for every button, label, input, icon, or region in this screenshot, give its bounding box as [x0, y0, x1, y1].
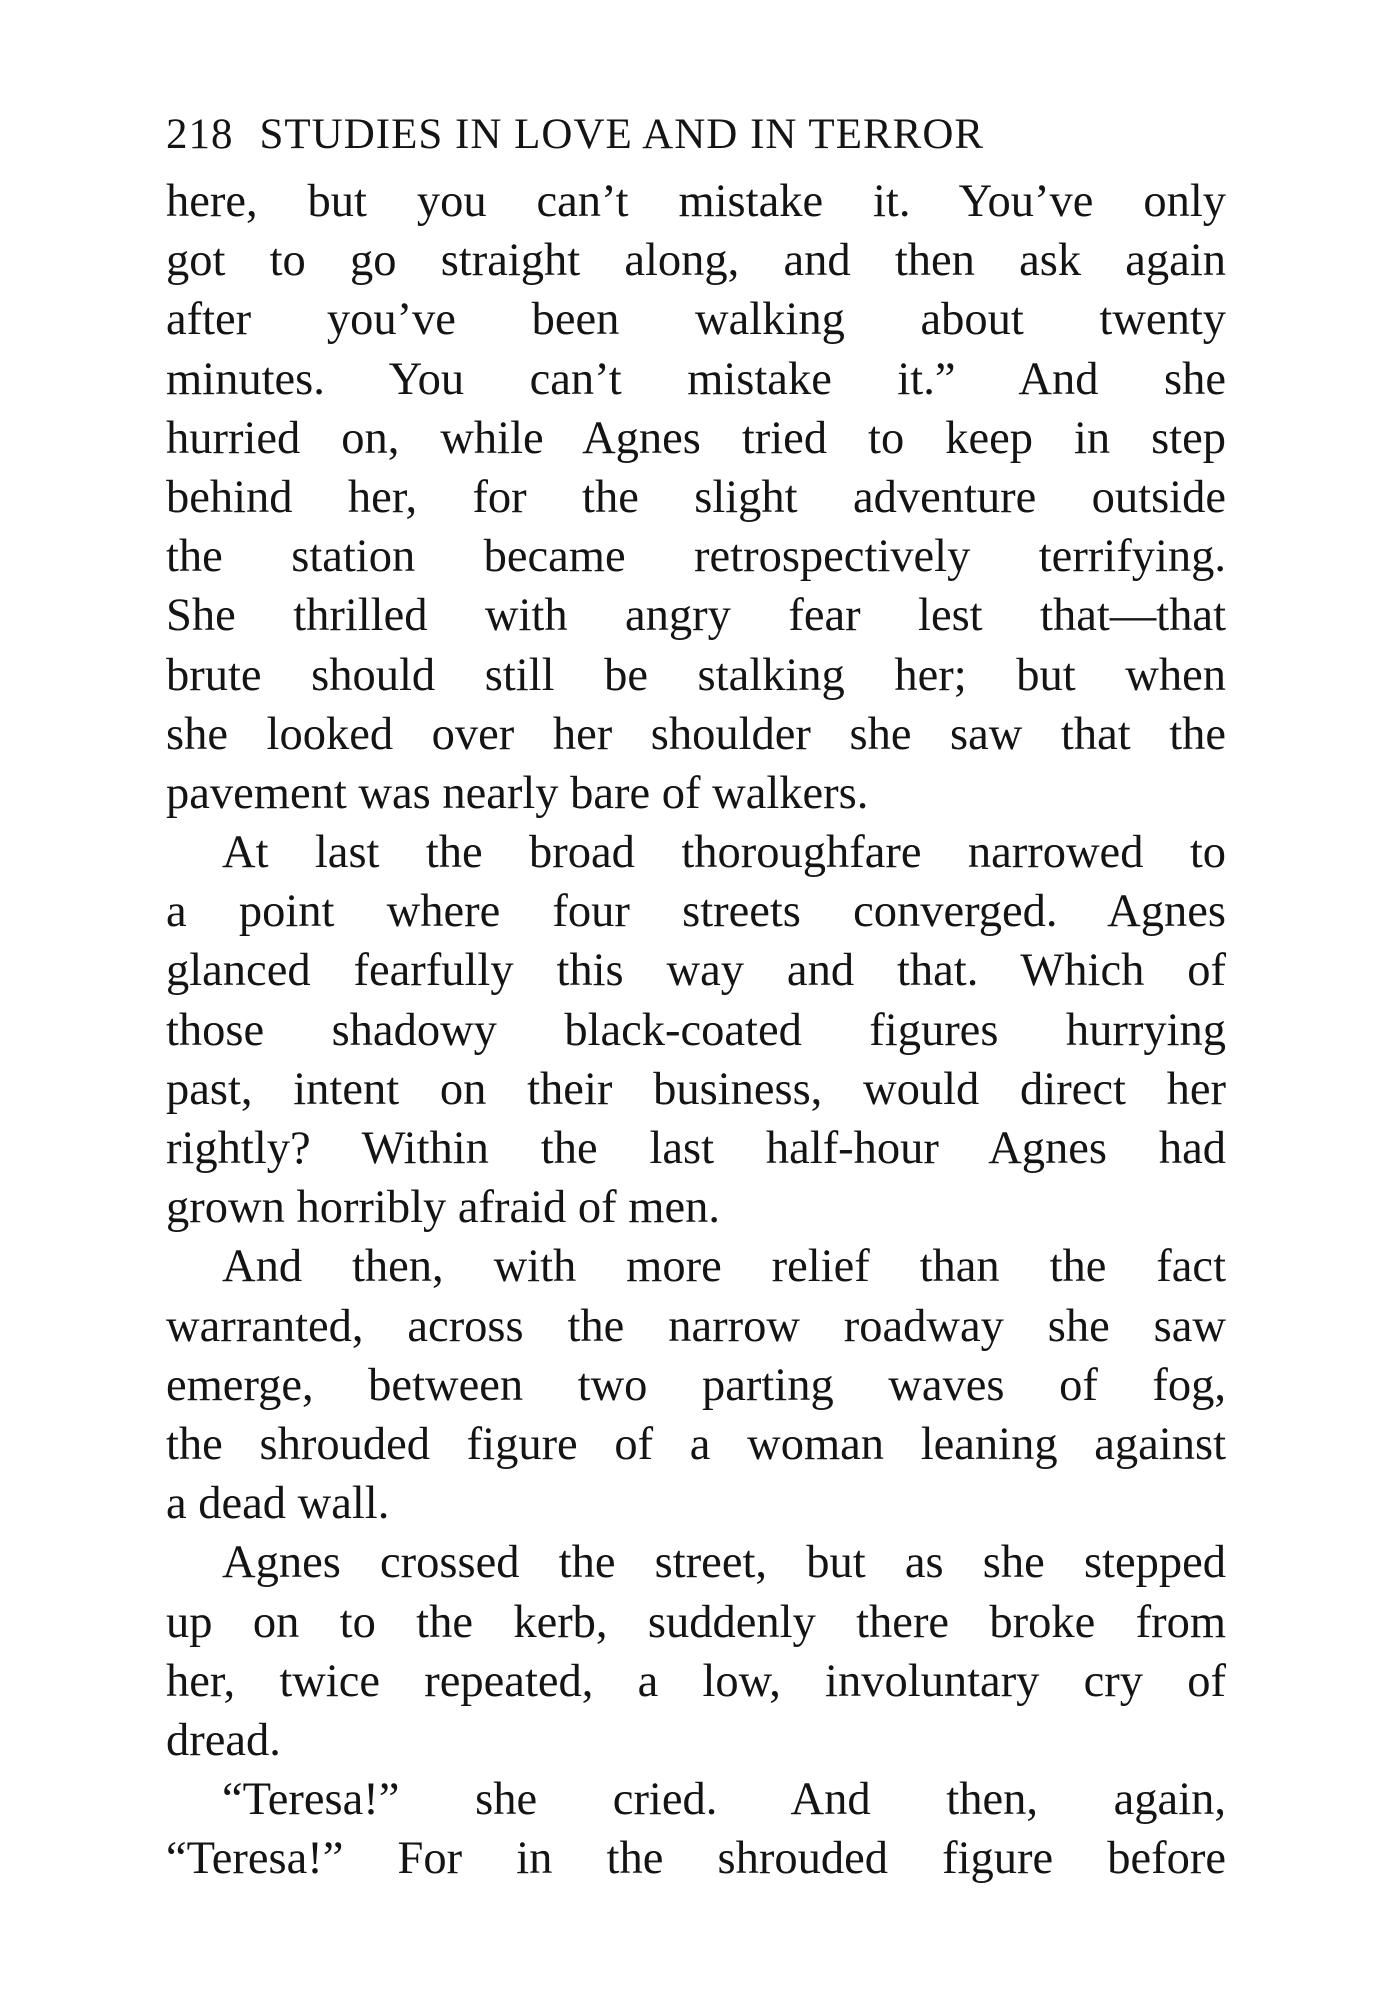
text-line: got to go straight along, and then ask again: [166, 235, 1226, 287]
text-line: “Teresa!” she cried. And then, again,: [222, 1774, 1226, 1826]
text-line: “Teresa!” For in the shrouded figure before: [166, 1833, 1226, 1885]
text-line: She thrilled with angry fear lest that—that: [166, 590, 1226, 642]
text-line: At last the broad thoroughfare narrowed to: [222, 827, 1226, 879]
text-line: brute should still be stalking her; but when: [166, 649, 1226, 701]
text-line: a dead wall.: [166, 1478, 390, 1530]
text-line: the station became retrospectively terrifying.: [166, 531, 1226, 583]
text-line: minutes. You can’t mistake it.” And she: [166, 353, 1226, 405]
text-line: past, intent on their business, would direct her: [166, 1063, 1226, 1115]
text-line: And then, with more relief than the fact: [222, 1241, 1226, 1293]
text-line: those shadowy black-coated figures hurrying: [166, 1004, 1226, 1056]
text-line: pavement was nearly bare of walkers.: [166, 767, 869, 819]
text-line: grown horribly afraid of men.: [166, 1182, 720, 1234]
text-line: glanced fearfully this way and that. Which of: [166, 945, 1226, 997]
text-line: warranted, across the narrow roadway she saw: [166, 1300, 1226, 1352]
text-line: a point where four streets converged. Agnes: [166, 886, 1226, 938]
text-line: behind her, for the slight adventure outside: [166, 471, 1226, 523]
text-line: rightly? Within the last half-hour Agnes had: [166, 1123, 1226, 1174]
text-line: dread.: [166, 1714, 281, 1766]
text-line: emerge, between two parting waves of fog,: [166, 1359, 1226, 1411]
text-line: hurried on, while Agnes tried to keep in step: [166, 412, 1226, 464]
running-header: [166, 100, 1226, 170]
text-line: here, but you can’t mistake it. You’ve only: [166, 176, 1226, 227]
running-title: STUDIES IN LOVE AND IN TERROR: [259, 111, 985, 158]
text-line: she looked over her shoulder she saw that the: [166, 708, 1226, 760]
text-line: up on to the kerb, suddenly there broke from: [166, 1596, 1226, 1648]
text-line: the shrouded figure of a woman leaning against: [166, 1418, 1226, 1470]
text-line: after you’ve been walking about twenty: [166, 294, 1226, 346]
text-line: Agnes crossed the street, but as she stepped: [222, 1537, 1226, 1589]
text-line: her, twice repeated, a low, involuntary cry of: [166, 1655, 1226, 1707]
body-text: [166, 172, 1226, 1888]
page-number: 218: [166, 111, 234, 158]
